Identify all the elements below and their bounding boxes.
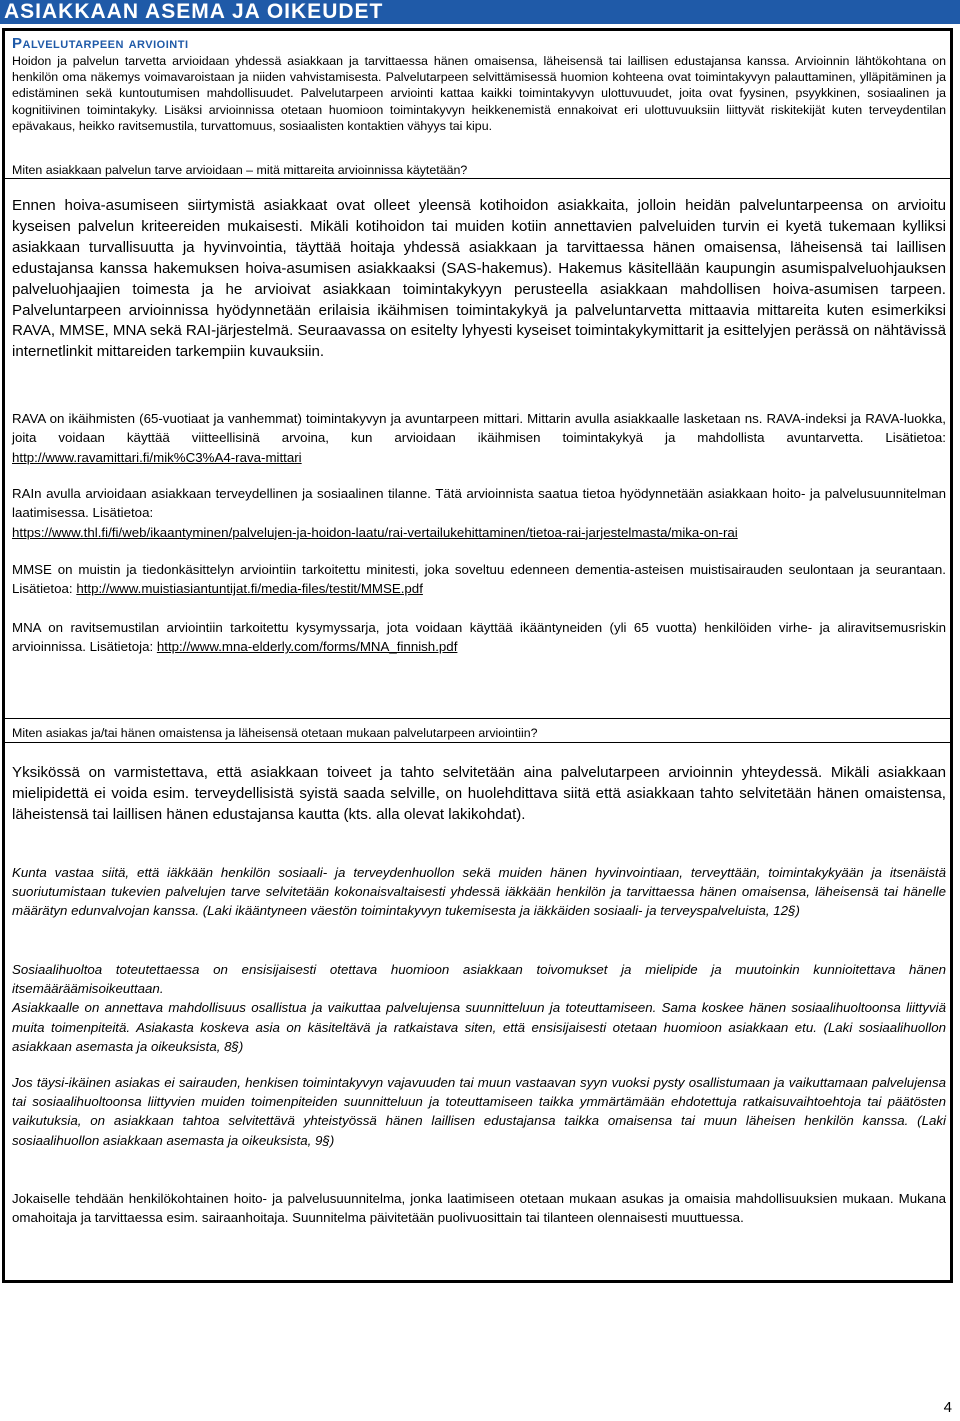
page-title: ASIAKKAAN ASEMA JA OIKEUDET <box>4 0 384 23</box>
divider <box>5 718 950 719</box>
mna-description <box>12 618 946 657</box>
rava-link[interactable]: http://www.ravamittari.fi/mik%C3%A4-rava-mittari <box>12 449 302 465</box>
mna-text: MNA on ravitsemustilan arviointiin tarkoitettu kysymyssarja, jota voidaan käyttää ikääntyneiden (yli 65 vuotta) henkilöiden virhe- ja aliravitsemusriskin arvioinnissa. Lisätietoja: <box>12 620 946 655</box>
section-intro: Hoidon ja palvelun tarvetta arvioidaan yhdessä asiakkaan ja tarvittaessa hänen omaisensa, läheisensä tai laillisen edustajansa kanssa. Arvioinnin lähtökohtana on henkilön oma näkemys voimavaroistaan ja niiden vahvistamisesta. Palvelutarpeen selvittämisessä huomion kohteena ovat toimintakyvyn palauttaminen, ylläpitäminen ja edistäminen sekä kuntoutumisen mahdollisuudet. Palvelutarpeen arviointi kattaa kaikki toimintakyvyn ulottuvuudet, joita ovat fyysinen, psyykkinen, sosiaalinen ja kognitiivinen toimintakyky. Lisäksi arvioinnissa otetaan huomioon toimintakyvyn heikkenemistä ennakoivat eri ulottuvuuksiin liittyvät riskitekijät kuten terveydentilan epävakaus, heikko ravitsemustila, turvattomuus, sosiaalisten kontaktien vähyys tai kipu. <box>12 54 946 133</box>
law-quote-8-part1: Sosiaalihuoltoa toteutettaessa on ensisijaisesti otettava huomioon asiakkaan toivomukset ja mielipide ja muutoinkin kunnioitettava hänen itsemääräämisoikeuttaan. <box>12 962 946 997</box>
rai-text: RAIn avulla arvioidaan asiakkaan terveydellinen ja sosiaalinen tilanne. Tätä arvioinnista saatua tietoa hyödynnetään asiakkaan hoito- ja palvelusuunnitelman laatimisessa. Lisätietoa: <box>12 486 946 521</box>
question-client-involvement: Miten asiakas ja/tai hänen omaistensa ja läheisensä otetaan mukaan palvelutarpeen arviointiin? <box>12 726 538 740</box>
mmse-description <box>12 560 946 599</box>
answer-client-involvement: Yksikössä on varmistettava, että asiakkaan toiveet ja tahto selvitetään aina palvelutarpeen arvioinnin yhteydessä. Mikäli asiakkaan mielipidettä ei voida esim. terveydellisistä syistä saada selville, on huolehdittava siitä että asiakkaan tahto selvitetään hänen omaistensa, läheistensä tai laillisen hänen edustajansa kautta (kts. alla olevat lakikohdat). <box>12 764 946 823</box>
divider <box>5 742 950 743</box>
rava-description <box>12 409 946 467</box>
answer-assessment: Ennen hoiva-asumiseen siirtymistä asiakkaat ovat olleet yleensä kotihoidon asiakkaita, jolloin heidän palveluntarpeensa on arvioitu kyseisen palvelun kriteereiden mukaisesti. Mikäli kotihoidon tai muiden kotiin annettavien palveluiden turvin ei kyetä tukemaan kylliksi asiakkaan turvallisuutta ja hyvinvointia, täyttää hoitaja yhdessä asiakkaan ja tarvittaessa hänen omaisensa, läheisensä tai laillisen edustajansa kanssa hakemuksen hoiva-asumisen asiakkaaksi (SAS-hakemus). Hakemus käsitellään kaupungin asumispalveluohjauksen palveluohjaajien toimesta ja he arvioivat asiakkaan toimintakykyyn perusteella asiakkaan mahdollisen hoiva-asumisen tarpeen. Palveluntarpeen arvioinnissa hyödynnetään erilaisia ikäihmisen toimintakykyä ja palveluntarvetta mittaavia mittareita kuten esimerkiksi RAVA, MMSE, MNA sekä RAI-järjestelmä. Seuraavassa on esitelty lyhyesti kyseiset toimintakykymittarit ja esittelyjen perässä on nähtävissä internetlinkit mittareiden tarkempiin kuvauksiin. <box>12 197 946 361</box>
mna-link[interactable]: http://www.mna-elderly.com/forms/MNA_finnish.pdf <box>156 639 458 655</box>
page-number: 4 <box>943 1399 952 1416</box>
mmse-link[interactable]: http://www.muistiasiantuntijat.fi/media-files/testit/MMSE.pdf <box>76 581 423 597</box>
closing-paragraph: Jokaiselle tehdään henkilökohtainen hoito- ja palvelusuunnitelma, jonka laatimiseen otetaan mukaan asukas ja omaisia mahdollisuuksien mukaan. Mukana omahoitaja ja tarvittaessa esim. sairaanhoitaja. Suunnitelma päivitetään puolivuosittain tai tilanteen olennaisesti muuttuessa. <box>12 1191 946 1226</box>
question-assessment-metrics: Miten asiakkaan palvelun tarve arvioidaan – mitä mittareita arvioinnissa käytetään? <box>12 163 468 177</box>
section-title: Palvelutarpeen arviointi <box>12 35 189 52</box>
law-quote-8 <box>12 960 946 1056</box>
rai-description <box>12 484 946 542</box>
law-quote-12: Kunta vastaa siitä, että iäkkään henkilön sosiaali- ja terveydenhuollon sekä muiden hänen hyvinvointiaan, terveyttään, toimintakykyään ja itsenäistä suoriutumistaan tukevien palvelujen tarve selvitetään kokonaisvaltaisesti yhdessä iäkkään henkilön ja tarvittaessa hänen omaisensa, läheisensä tai hänelle määrätyn edunvalvojan kanssa. (Laki ikääntyneen väestön toimintakyvyn tukemisesta ja iäkkäiden sosiaali- ja terveyspalveluista, 12§) <box>12 865 946 919</box>
mmse-text: MMSE on muistin ja tiedonkäsittelyn arviointiin tarkoitettu minitesti, joka soveltuu edenneen dementia-asteisen muistisairauden seulontaan ja seurantaan. Lisätietoa: <box>12 562 946 597</box>
rava-text: RAVA on ikäihmisten (65-vuotiaat ja vanhemmat) toimintakyvyn ja avuntarpeen mittari. Mittarin avulla asiakkaalle lasketaan ns. RAVA-indeksi ja RAVA-luokka, joita voidaan käyttää viitteellisinä arvoina, kun arvioidaan ikäihmisen toimintakykyä ja mahdollista avuntarvetta. Lisätietoa: <box>12 411 946 446</box>
rai-link[interactable]: https://www.thl.fi/fi/web/ikaantyminen/palvelujen-ja-hoidon-laatu/rai-vertailukehittaminen/tietoa-rai-jarjestelmasta/mika-on-rai <box>12 524 738 540</box>
law-quote-9: Jos täysi-ikäinen asiakas ei sairauden, henkisen toimintakyvyn vajavuuden tai muun vastaavan syyn vuoksi pysty osallistumaan ja vaikuttamaan palvelujensa tai sosiaalihuoltoonsa liittyvien muiden toimenpiteiden suunnitteluun ja toteuttamiseen taikka ymmärtämään ehdotettuja ratkaisuvaihtoehtoja tai päätösten vaikutuksia, on asiakkaan tahtoa selvitettävä yhteistyössä hänen laillisen edustajansa taikka omaisensa tai muun läheisen henkilön kanssa. (Laki sosiaalihuollon asiakkaan asemasta ja oikeuksista, 9§) <box>12 1075 946 1148</box>
law-quote-8-part2: Asiakkaalle on annettava mahdollisuus osallistua ja vaikuttaa palvelujensa suunnitteluun ja toteuttamiseen. Sama koskee hänen sosiaalihuoltoonsa liittyviä muita toimenpiteitä. Asiakasta koskeva asia on käsiteltävä ja ratkaistava siten, että ensisijaisesti otetaan huomioon asiakkaan etu. (Laki sosiaalihuollon asiakkaan asemasta ja oikeuksista, 8§) <box>12 1000 946 1054</box>
divider <box>5 178 950 179</box>
